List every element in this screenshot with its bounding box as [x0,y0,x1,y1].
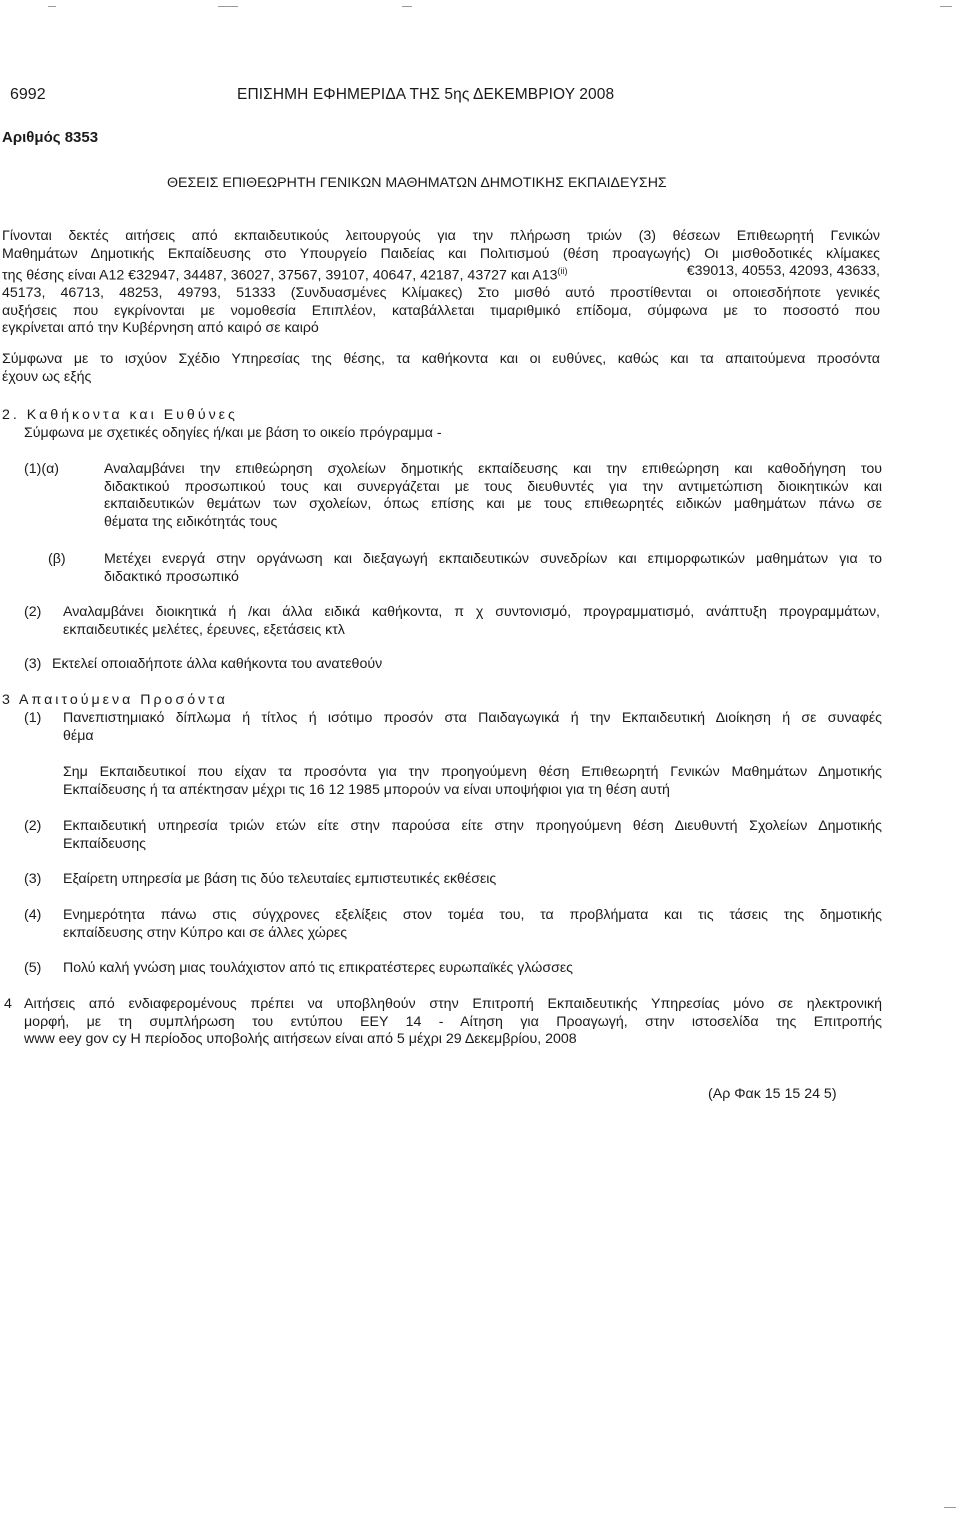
text-line: εκπαίδευσης στην Κύπρο και σε άλλες χώρες [63,924,348,941]
item-label: (1) [24,710,42,726]
duty-item [104,461,882,531]
scan-mark [218,6,238,7]
text-line: διδακτικού προσωπικού τους και συνεργάζεται με τους διευθυντές για την αντιμετώπιση διοικητικών και [104,478,882,495]
applications-paragraph [24,996,882,1049]
text-line: εκπαιδευτικές μελέτες, έρευνες, εξετάσεις κτλ [63,621,345,638]
salary-scale-a13: €39013, 40553, 42093, 43633, [686,263,880,279]
scheme-paragraph [2,351,880,386]
text-line: Ενημερότητα πάνω στις σύγχρονες εξελίξεις στον τομέα του, τα προβλήματα και τις τάσεις της δημοτικής [63,907,882,923]
qualifications-heading: 3 Απαιτούμενα Προσόντα [2,692,228,708]
scan-mark [48,6,56,7]
item-label: 4 [4,996,12,1012]
text-line: εγκρίνεται από την Κυβέρνηση από καιρό σε καιρό [2,320,319,337]
text-line: διδακτικό προσωπικό [104,568,239,585]
intro-paragraph [2,228,880,338]
text-line: 45173, 46713, 48253, 49793, 51333 (Συνδυασμένες Κλίμακες) Στο μισθό αυτό προστίθενται οι οποιεσδήποτε γενικές [2,285,880,302]
item-label: (3) [24,656,42,672]
item-label: (β) [48,551,66,567]
qualification-note [63,764,882,799]
text-line: Σημ Εκπαιδευτικοί που είχαν τα προσόντα για την προηγούμενη θέση Επιθεωρητή Γενικών Μαθημάτων Δημοτικής [63,764,882,780]
item-label: (5) [24,960,42,976]
duty-item [63,604,880,639]
text-line: Μαθημάτων Δημοτικής Εκπαίδευσης στο Υπουργείο Παιδείας και Πολιτισμού (θέση προαγωγής) Οι μισθοδοτικές κλίμακες [2,245,880,262]
text-line: θέμα [63,727,94,744]
text-line: θέματα της ειδικότητάς τους [104,513,278,530]
salary-scale-a12: της θέσης είναι Α12 €32947, 34487, 36027, 37567, 39107, 40647, 42187, 43727 και Α13 [2,267,558,284]
file-reference: (Αρ Φακ 15 15 24 5) [708,1086,837,1102]
qualification-item: Εξαίρετη υπηρεσία με βάση τις δύο τελευταίες εμπιστευτικές εκθέσεις [63,871,497,887]
text-line: Αναλαμβάνει την επιθεώρηση σχολείων δημοτικής εκπαίδευσης και την επιθεώρηση και καθοδήγηση του [104,461,882,477]
notice-number: Αριθμός 8353 [2,129,99,146]
item-label: (2) [24,604,42,620]
duty-item [104,551,882,586]
text-line: Αιτήσεις από ενδιαφερομένους πρέπει να υποβληθούν στην Επιτροπή Εκπαιδευτικής Υπηρεσίας μόνο σε ηλεκτρονική [24,996,882,1012]
duties-subheading: Σύμφωνα με σχετικές οδηγίες ή/και με βάση το οικείο πρόγραμμα - [24,425,442,441]
text-line: Εκπαίδευσης ή τα απέκτησαν μέχρι τις 16 12 1985 μπορούν να είναι υποψήφιοι για τη θέση αυτή [63,781,670,798]
text-line: Σύμφωνα με το ισχύον Σχέδιο Υπηρεσίας της θέσης, τα καθήκοντα και οι ευθύνες, καθώς και τα απαιτούμενα προσόντα [2,351,880,367]
item-label: (2) [24,818,42,834]
notice-title: ΘΕΣΕΙΣ ΕΠΙΘΕΩΡΗΤΗ ΓΕΝΙΚΩΝ ΜΑΘΗΜΑΤΩΝ ΔΗΜΟΤΙΚΗΣ ΕΚΠΑΙΔΕΥΣΗΣ [167,175,667,191]
text-line: Εκπαίδευσης [63,835,146,852]
text-line: www eey gov cy Η περίοδος υποβολής αιτήσεων είναι από 5 μέχρι 29 Δεκεμβρίου, 2008 [24,1031,577,1047]
text-line: εκπαιδευτικών θεμάτων των σχολείων, όπως επίσης και με τους επιθεωρητές ειδικών μαθημάτων πάνω σε [104,496,882,512]
text-line: Πανεπιστημιακό δίπλωμα ή τίτλος ή ισότιμο προσόν στα Παιδαγωγικά ή την Εκπαιδευτική Διοίκηση ή σε συναφές [63,710,882,726]
text-line: Μετέχει ενεργά στην οργάνωση και διεξαγωγή εκπαιδευτικών συνεδρίων και επιμορφωτικών μαθημάτων για το [104,551,882,567]
text-line: μορφή, με τη συμπλήρωση του εντύπου ΕΕΥ 14 - Αίτηση για Προαγωγή, στην ιστοσελίδα της Επιτροπής [24,1013,882,1030]
text-line: Εκπαιδευτική υπηρεσία τριών ετών είτε στην παρούσα είτε στην προηγούμενη θέση Διευθυντή Σχολείων Δημοτικής [63,818,882,834]
qualification-item: Πολύ καλή γνώση μιας τουλάχιστον από τις επικρατέστερες ευρωπαϊκές γλώσσες [63,960,574,976]
scan-mark [940,6,952,7]
duty-item: Εκτελεί οποιαδήποτε άλλα καθήκοντα του ανατεθούν [52,656,383,672]
item-label: (4) [24,907,42,923]
text-line: αυξήσεις που εγκρίνονται με νομοθεσία Επιπλέον, καταβάλλεται τιμαριθμικό επίδομα, σύμφωνα με το ποσοστό που [2,302,880,319]
item-label: (1)(α) [24,461,59,477]
text-line: Γίνονται δεκτές αιτήσεις από εκπαιδευτικούς λειτουργούς για την πλήρωση τριών (3) θέσεων Επιθεωρητή Γενικών [2,228,880,244]
text-line [2,263,880,285]
qualification-item [63,907,882,942]
duties-heading: 2. Καθήκοντα και Ευθύνες [2,407,238,423]
item-label: (3) [24,871,42,887]
qualification-item [63,818,882,853]
text-line: έχουν ως εξής [2,368,92,385]
footnote-mark: (ii) [557,266,568,276]
text-line: Αναλαμβάνει διοικητικά ή /και άλλα ειδικά καθήκοντα, π χ συντονισμό, προγραμματισμό, ανάπτυξη προγραμμάτων, [63,604,880,620]
page-number: 6992 [10,86,46,103]
gazette-title: ΕΠΙΣΗΜΗ ΕΦΗΜΕΡΙΔΑ ΤΗΣ 5ης ΔΕΚΕΜΒΡΙΟΥ 2008 [237,86,615,103]
scan-mark [944,1507,956,1508]
qualification-item [63,710,882,745]
scan-mark [402,6,412,7]
